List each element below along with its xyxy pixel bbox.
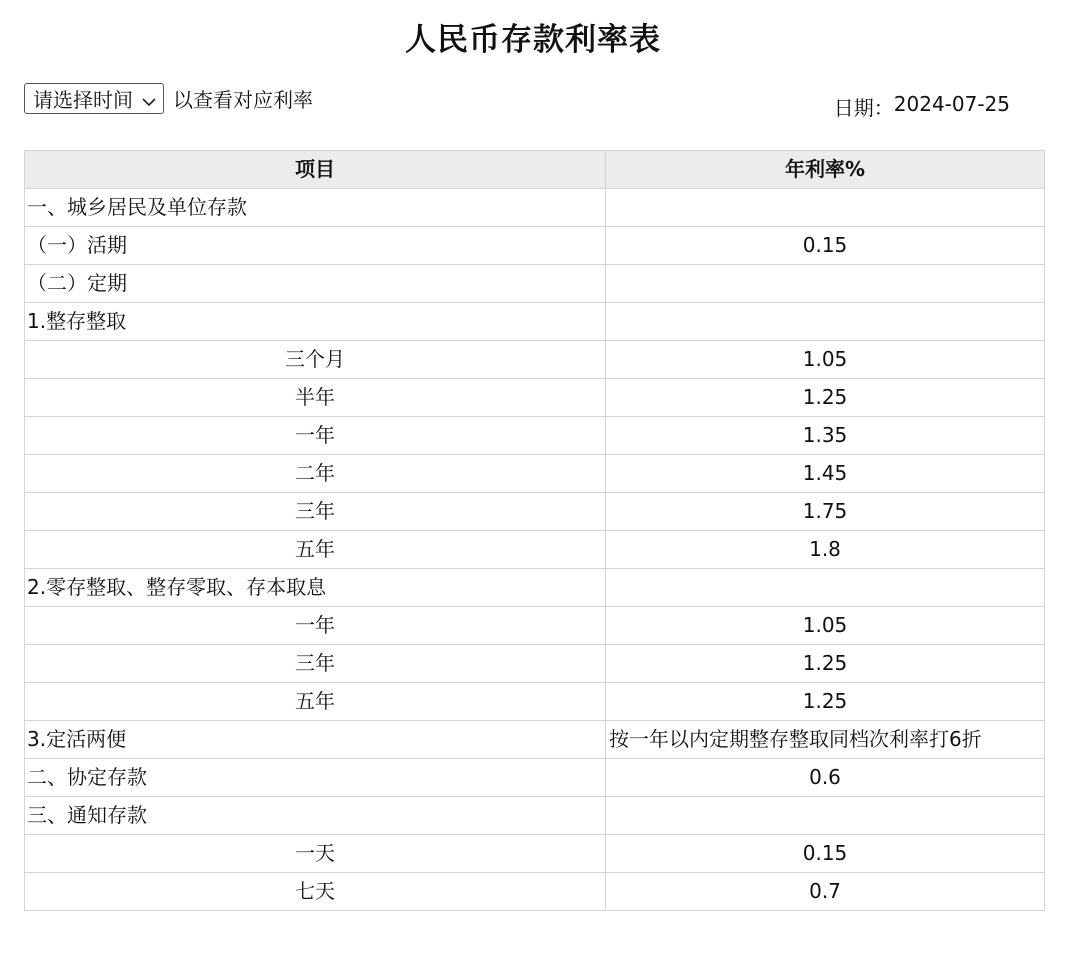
table-row [25, 455, 1045, 493]
table-row [25, 721, 1045, 759]
date-value: 2024-07-25 [893, 92, 1010, 116]
page-title: 人民币存款利率表 [405, 22, 661, 58]
row-item: 1.整存整取 [25, 303, 606, 341]
row-item: 3.定活两便 [25, 721, 606, 759]
rate-table-body [25, 189, 1045, 911]
row-item: 五年 [25, 531, 606, 569]
controls-bar [24, 83, 313, 114]
table-row [25, 569, 1045, 607]
row-item: （一）活期 [25, 227, 606, 265]
header-item: 项目 [25, 151, 606, 189]
row-item: 三年 [25, 645, 606, 683]
row-rate [606, 303, 1045, 341]
row-rate: 1.8 [606, 531, 1045, 569]
row-item: 一天 [25, 835, 606, 873]
table-row [25, 797, 1045, 835]
time-select-label: 请选择时间 [33, 88, 133, 112]
table-row [25, 645, 1045, 683]
row-item: （二）定期 [25, 265, 606, 303]
table-row [25, 531, 1045, 569]
date-display [834, 92, 1010, 121]
chevron-down-icon [141, 91, 157, 107]
header-rate: 年利率% [606, 151, 1045, 189]
time-select[interactable] [24, 83, 164, 114]
table-row [25, 227, 1045, 265]
row-item: 二年 [25, 455, 606, 493]
table-row [25, 835, 1045, 873]
row-rate: 1.25 [606, 645, 1045, 683]
row-rate: 1.05 [606, 607, 1045, 645]
row-rate [606, 189, 1045, 227]
row-rate [606, 797, 1045, 835]
row-item: 二、协定存款 [25, 759, 606, 797]
table-row [25, 303, 1045, 341]
select-hint: 以查看对应利率 [173, 88, 313, 112]
rate-table [24, 150, 1045, 911]
table-row [25, 683, 1045, 721]
row-rate: 1.75 [606, 493, 1045, 531]
row-item: 一年 [25, 607, 606, 645]
row-item: 一、城乡居民及单位存款 [25, 189, 606, 227]
row-rate: 0.15 [606, 227, 1045, 265]
row-rate [606, 569, 1045, 607]
table-row [25, 341, 1045, 379]
row-item: 七天 [25, 873, 606, 911]
row-item: 一年 [25, 417, 606, 455]
table-row [25, 607, 1045, 645]
row-rate: 1.35 [606, 417, 1045, 455]
row-item: 三个月 [25, 341, 606, 379]
row-item: 三、通知存款 [25, 797, 606, 835]
row-item: 2.零存整取、整存零取、存本取息 [25, 569, 606, 607]
table-row [25, 189, 1045, 227]
row-rate: 0.15 [606, 835, 1045, 873]
row-rate: 0.6 [606, 759, 1045, 797]
row-rate: 0.7 [606, 873, 1045, 911]
table-row [25, 493, 1045, 531]
row-item: 三年 [25, 493, 606, 531]
row-rate [606, 265, 1045, 303]
row-rate: 1.45 [606, 455, 1045, 493]
row-rate: 按一年以内定期整存整取同档次利率打6折 [606, 721, 1045, 759]
table-header-row [25, 151, 1045, 189]
table-row [25, 417, 1045, 455]
date-label: 日期： [833, 96, 894, 120]
row-rate: 1.25 [606, 379, 1045, 417]
row-item: 半年 [25, 379, 606, 417]
row-rate: 1.05 [606, 341, 1045, 379]
table-row [25, 759, 1045, 797]
table-row [25, 379, 1045, 417]
row-rate: 1.25 [606, 683, 1045, 721]
table-row [25, 873, 1045, 911]
table-row [25, 265, 1045, 303]
row-item: 五年 [25, 683, 606, 721]
